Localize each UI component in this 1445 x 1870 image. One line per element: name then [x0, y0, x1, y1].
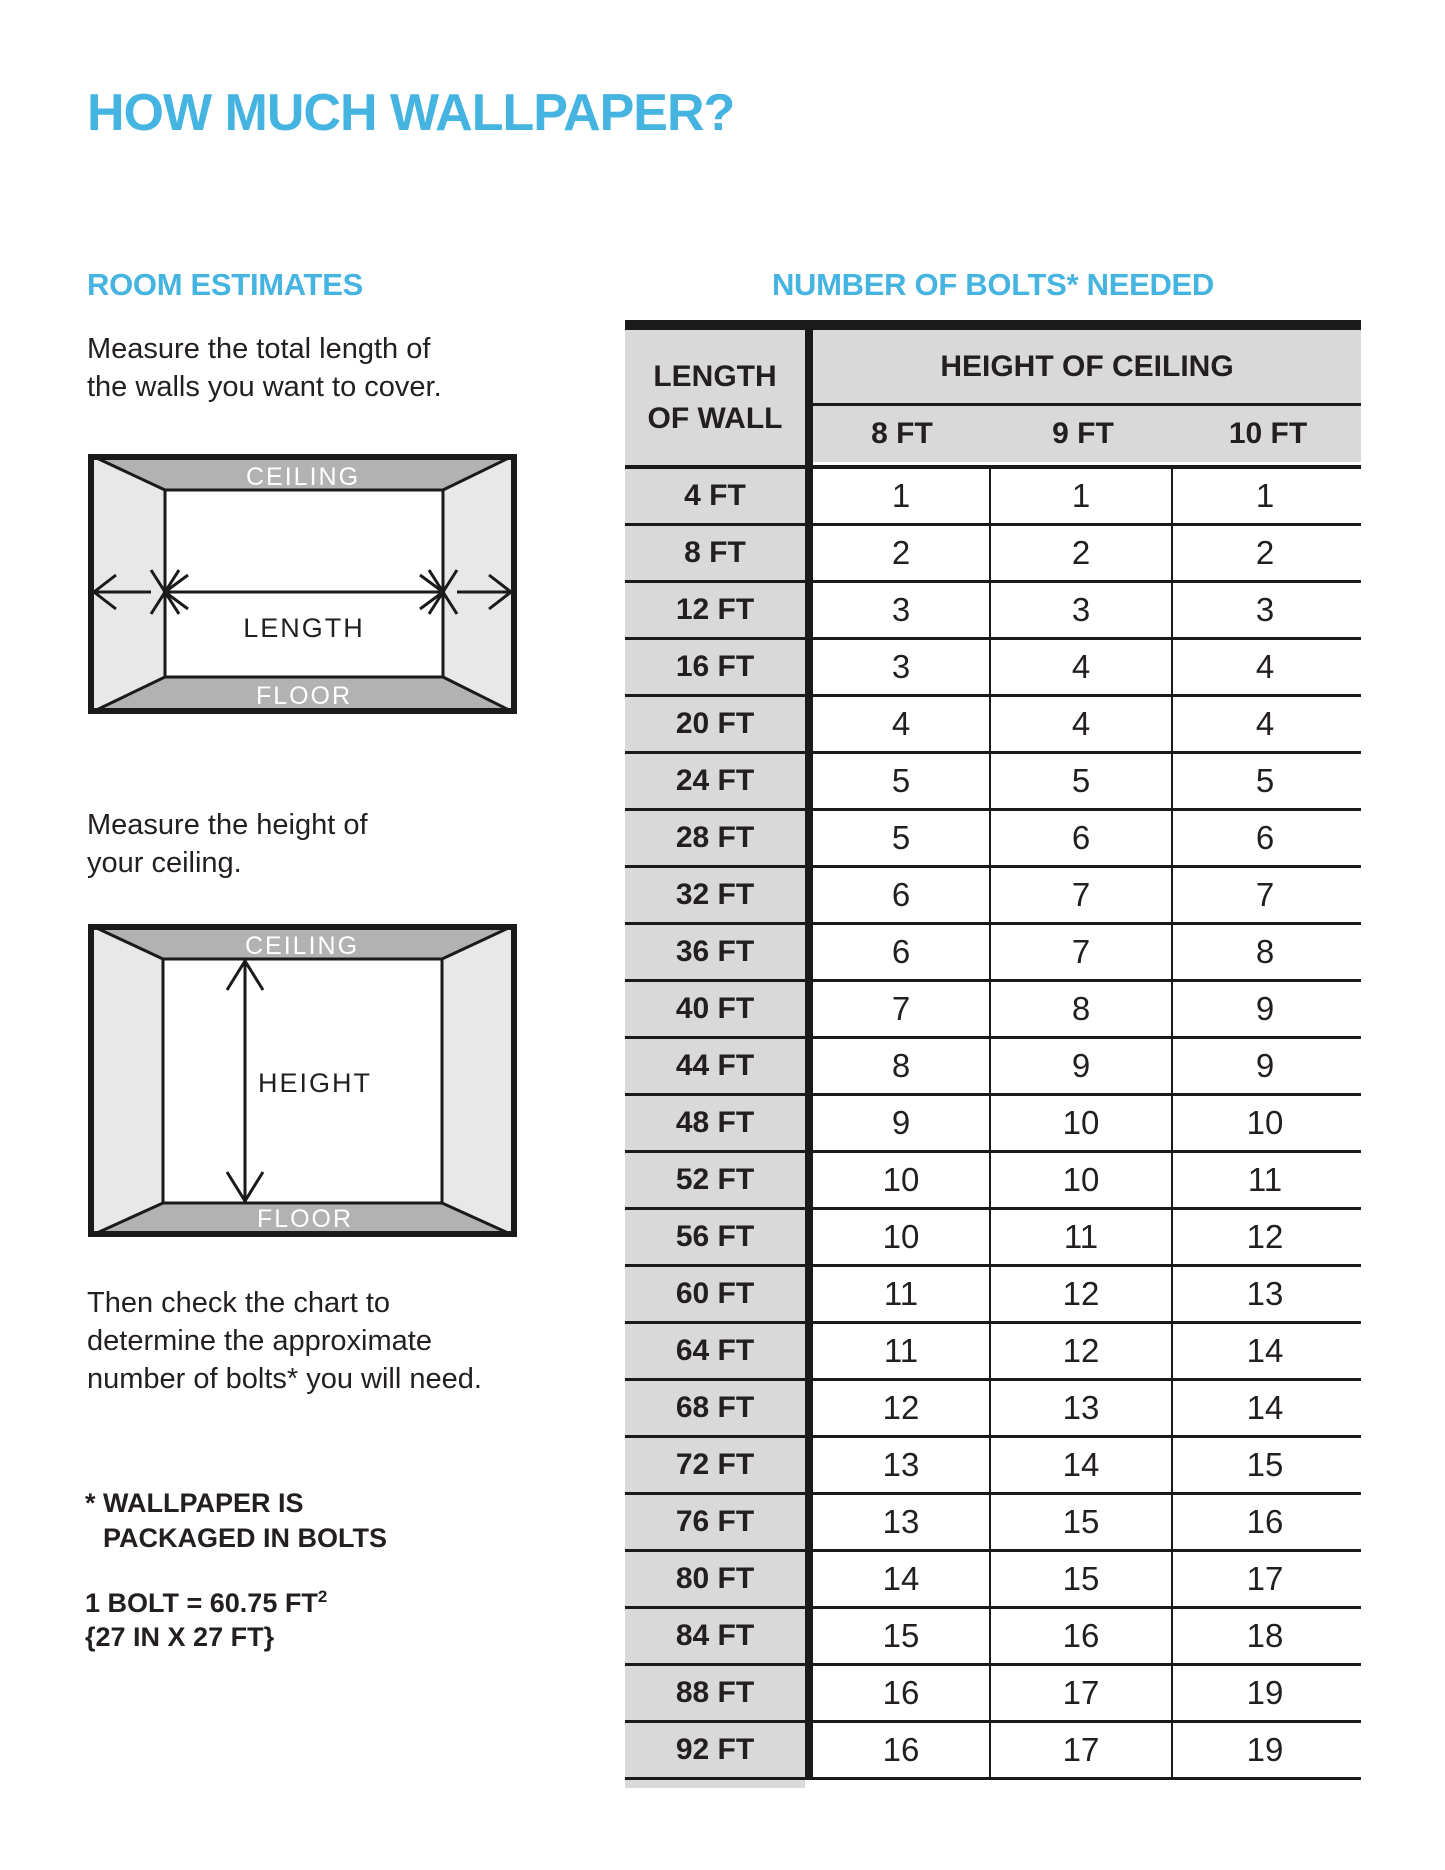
column-divider-bar [805, 330, 813, 465]
table-row [625, 1438, 1361, 1495]
bolts-10ft-cell: 9 [1173, 982, 1357, 1036]
column-divider-bar [805, 1267, 813, 1321]
paragraph-line: the walls you want to cover. [87, 371, 442, 403]
bolts-footnote [85, 1486, 387, 1556]
bolts-8ft-cell: 3 [813, 583, 991, 637]
bolts-10ft-cell: 14 [1173, 1324, 1357, 1378]
wall-length-cell: 64 FT [625, 1324, 805, 1378]
column-divider-bar [805, 754, 813, 808]
wall-length-cell: 88 FT [625, 1666, 805, 1720]
measure-height-paragraph [87, 806, 368, 882]
wall-length-cell: 52 FT [625, 1153, 805, 1207]
table-row [625, 1153, 1361, 1210]
column-header-9ft: 9 FT [1052, 417, 1114, 450]
table-row [625, 697, 1361, 754]
bolts-8ft-cell: 3 [813, 640, 991, 694]
bolts-9ft-cell: 12 [991, 1267, 1173, 1321]
wall-length-cell: 28 FT [625, 811, 805, 865]
bolts-9ft-cell: 4 [991, 640, 1173, 694]
page-title: HOW MUCH WALLPAPER? [87, 84, 735, 142]
table-row [625, 925, 1361, 982]
column-header-10ft: 10 FT [1228, 417, 1308, 450]
bolts-9ft-cell: 5 [991, 754, 1173, 808]
height-of-ceiling-header [813, 330, 1361, 465]
table-row [625, 1210, 1361, 1267]
bolts-9ft-cell: 9 [991, 1039, 1173, 1093]
bolts-10ft-cell: 5 [1173, 754, 1357, 808]
table-row [625, 1552, 1361, 1609]
wall-length-cell: 84 FT [625, 1609, 805, 1663]
bolts-10ft-cell: 8 [1173, 925, 1357, 979]
check-chart-paragraph [87, 1284, 482, 1398]
bolts-9ft-cell: 15 [991, 1495, 1173, 1549]
bolts-8ft-cell: 10 [813, 1153, 991, 1207]
table-row [625, 868, 1361, 925]
wall-length-cell: 68 FT [625, 1381, 805, 1435]
bolts-10ft-cell: 12 [1173, 1210, 1357, 1264]
wall-length-cell: 92 FT [625, 1723, 805, 1777]
wall-length-cell: 8 FT [625, 526, 805, 580]
column-divider-bar [805, 1096, 813, 1150]
bolts-8ft-cell: 12 [813, 1381, 991, 1435]
bolts-10ft-cell: 17 [1173, 1552, 1357, 1606]
bolts-needed-heading: NUMBER OF BOLTS* NEEDED [771, 267, 1215, 302]
table-row [625, 640, 1361, 697]
column-divider-bar [805, 1438, 813, 1492]
bolts-8ft-cell: 6 [813, 868, 991, 922]
bolts-10ft-cell: 10 [1173, 1096, 1357, 1150]
wall-length-cell: 44 FT [625, 1039, 805, 1093]
bolts-10ft-cell: 18 [1173, 1609, 1357, 1663]
bolts-9ft-cell: 10 [991, 1153, 1173, 1207]
bolts-8ft-cell: 9 [813, 1096, 991, 1150]
table-row [625, 754, 1361, 811]
paragraph-line: Measure the height of [87, 809, 368, 841]
column-divider-bar [805, 697, 813, 751]
bolts-8ft-cell: 13 [813, 1438, 991, 1492]
table-row [625, 1039, 1361, 1096]
paragraph-line: Then check the chart to [87, 1287, 391, 1319]
bolts-8ft-cell: 2 [813, 526, 991, 580]
table-row [625, 811, 1361, 868]
height-label: HEIGHT [257, 1068, 373, 1098]
column-divider-bar [805, 1552, 813, 1606]
table-header [625, 330, 1361, 465]
ceiling-label: CEILING [245, 463, 361, 491]
bolts-9ft-cell: 17 [991, 1723, 1173, 1777]
bolts-8ft-cell: 1 [813, 469, 991, 523]
bolts-8ft-cell: 16 [813, 1723, 991, 1777]
room-estimates-heading: ROOM ESTIMATES [87, 267, 363, 302]
bolts-10ft-cell: 19 [1173, 1666, 1357, 1720]
table-gray-tail [625, 1780, 805, 1788]
bolts-8ft-cell: 4 [813, 697, 991, 751]
back-wall [165, 490, 443, 677]
wall-length-cell: 16 FT [625, 640, 805, 694]
column-divider-bar [805, 1723, 813, 1777]
wall-length-cell: 56 FT [625, 1210, 805, 1264]
bolts-10ft-cell: 9 [1173, 1039, 1357, 1093]
bolts-10ft-cell: 14 [1173, 1381, 1357, 1435]
table-row [625, 1381, 1361, 1438]
table-row [625, 1267, 1361, 1324]
height-of-ceiling-label: HEIGHT OF CEILING [813, 330, 1361, 406]
column-divider-bar [805, 1039, 813, 1093]
table-row [625, 1096, 1361, 1153]
ceiling-label: CEILING [244, 932, 360, 960]
ceiling-height-diagram [88, 924, 517, 1237]
column-divider-bar [805, 1666, 813, 1720]
bolts-9ft-cell: 1 [991, 469, 1173, 523]
squared-superscript: 2 [317, 1587, 328, 1606]
bolts-8ft-cell: 16 [813, 1666, 991, 1720]
bolts-table [625, 320, 1361, 1788]
wall-length-cell: 72 FT [625, 1438, 805, 1492]
wall-length-cell: 20 FT [625, 697, 805, 751]
bolts-9ft-cell: 10 [991, 1096, 1173, 1150]
bolts-8ft-cell: 10 [813, 1210, 991, 1264]
wall-length-cell: 24 FT [625, 754, 805, 808]
bolts-9ft-cell: 3 [991, 583, 1173, 637]
bolt-dimensions: {27 IN X 27 FT} [85, 1622, 275, 1652]
table-row [625, 1666, 1361, 1723]
wall-length-cell: 48 FT [625, 1096, 805, 1150]
bolts-9ft-cell: 14 [991, 1438, 1173, 1492]
bolts-10ft-cell: 16 [1173, 1495, 1357, 1549]
bolt-equation: 1 BOLT = 60.75 $FT^2$ [85, 1587, 328, 1618]
ceiling-height-columns [813, 406, 1361, 462]
column-header-8ft: 8 FT [871, 417, 933, 450]
table-row [625, 1495, 1361, 1552]
bolts-9ft-cell: 8 [991, 982, 1173, 1036]
column-divider-bar [805, 811, 813, 865]
wall-length-cell: 60 FT [625, 1267, 805, 1321]
column-divider-bar [805, 1153, 813, 1207]
bolts-10ft-cell: 1 [1173, 469, 1357, 523]
table-rows [625, 469, 1361, 1780]
bolts-8ft-cell: 6 [813, 925, 991, 979]
bolts-10ft-cell: 19 [1173, 1723, 1357, 1777]
footnote-line: * WALLPAPER IS [85, 1488, 304, 1518]
bolts-10ft-cell: 3 [1173, 583, 1357, 637]
column-divider-bar [805, 982, 813, 1036]
footnote-line: PACKAGED IN BOLTS [103, 1523, 388, 1553]
bolts-9ft-cell: 7 [991, 925, 1173, 979]
paragraph-line: determine the approximate [87, 1325, 432, 1357]
column-divider-bar [805, 640, 813, 694]
column-divider-bar [805, 526, 813, 580]
column-divider-bar [805, 1210, 813, 1264]
right-wall [443, 454, 517, 714]
wall-length-cell: 80 FT [625, 1552, 805, 1606]
left-wall [88, 454, 165, 714]
paragraph-line: number of bolts* you will need. [87, 1363, 482, 1395]
bolts-9ft-cell: 16 [991, 1609, 1173, 1663]
bolts-8ft-cell: 7 [813, 982, 991, 1036]
bolts-10ft-cell: 11 [1173, 1153, 1357, 1207]
bolts-8ft-cell: 11 [813, 1324, 991, 1378]
column-divider-bar [805, 925, 813, 979]
bolts-10ft-cell: 4 [1173, 640, 1357, 694]
bolts-9ft-cell: 7 [991, 868, 1173, 922]
bolts-10ft-cell: 15 [1173, 1438, 1357, 1492]
bolts-10ft-cell: 13 [1173, 1267, 1357, 1321]
bolts-9ft-cell: 17 [991, 1666, 1173, 1720]
left-wall [88, 924, 163, 1237]
bolts-9ft-cell: 6 [991, 811, 1173, 865]
bolts-8ft-cell: 13 [813, 1495, 991, 1549]
bolts-10ft-cell: 4 [1173, 697, 1357, 751]
table-row [625, 1609, 1361, 1666]
bolt-size-info [85, 1586, 327, 1654]
paragraph-line: your ceiling. [87, 847, 242, 879]
column-divider-bar [805, 469, 813, 523]
bolts-8ft-cell: 5 [813, 754, 991, 808]
right-wall [442, 924, 517, 1237]
bolts-8ft-cell: 8 [813, 1039, 991, 1093]
bolts-10ft-cell: 6 [1173, 811, 1357, 865]
table-top-bar [625, 320, 1361, 330]
table-row [625, 1723, 1361, 1780]
length-of-wall-header: LENGTH OF WALL [625, 330, 805, 465]
floor-label: FLOOR [256, 1205, 354, 1233]
column-divider-bar [805, 583, 813, 637]
paragraph-line: Measure the total length of [87, 333, 431, 365]
column-divider-bar [805, 1609, 813, 1663]
table-row [625, 1324, 1361, 1381]
bolts-10ft-cell: 2 [1173, 526, 1357, 580]
wall-length-cell: 32 FT [625, 868, 805, 922]
room-length-diagram [88, 454, 517, 714]
table-row [625, 583, 1361, 640]
table-row [625, 982, 1361, 1039]
wall-length-cell: 12 FT [625, 583, 805, 637]
bolts-9ft-cell: 11 [991, 1210, 1173, 1264]
column-divider-bar [805, 868, 813, 922]
bolts-9ft-cell: 15 [991, 1552, 1173, 1606]
measure-length-paragraph [87, 330, 442, 406]
column-divider-bar [805, 1324, 813, 1378]
table-row [625, 469, 1361, 526]
bolts-9ft-cell: 13 [991, 1381, 1173, 1435]
bolts-8ft-cell: 14 [813, 1552, 991, 1606]
wall-length-cell: 36 FT [625, 925, 805, 979]
bolts-8ft-cell: 11 [813, 1267, 991, 1321]
bolts-9ft-cell: 2 [991, 526, 1173, 580]
bolts-9ft-cell: 12 [991, 1324, 1173, 1378]
table-row [625, 526, 1361, 583]
wall-length-cell: 4 FT [625, 469, 805, 523]
wall-length-cell: 76 FT [625, 1495, 805, 1549]
bolts-8ft-cell: 15 [813, 1609, 991, 1663]
wall-length-cell: 40 FT [625, 982, 805, 1036]
floor-label: FLOOR [255, 682, 353, 710]
length-label: LENGTH [243, 613, 365, 643]
bolts-9ft-cell: 4 [991, 697, 1173, 751]
column-divider-bar [805, 1495, 813, 1549]
bolts-10ft-cell: 7 [1173, 868, 1357, 922]
bolts-8ft-cell: 5 [813, 811, 991, 865]
column-divider-bar [805, 1381, 813, 1435]
